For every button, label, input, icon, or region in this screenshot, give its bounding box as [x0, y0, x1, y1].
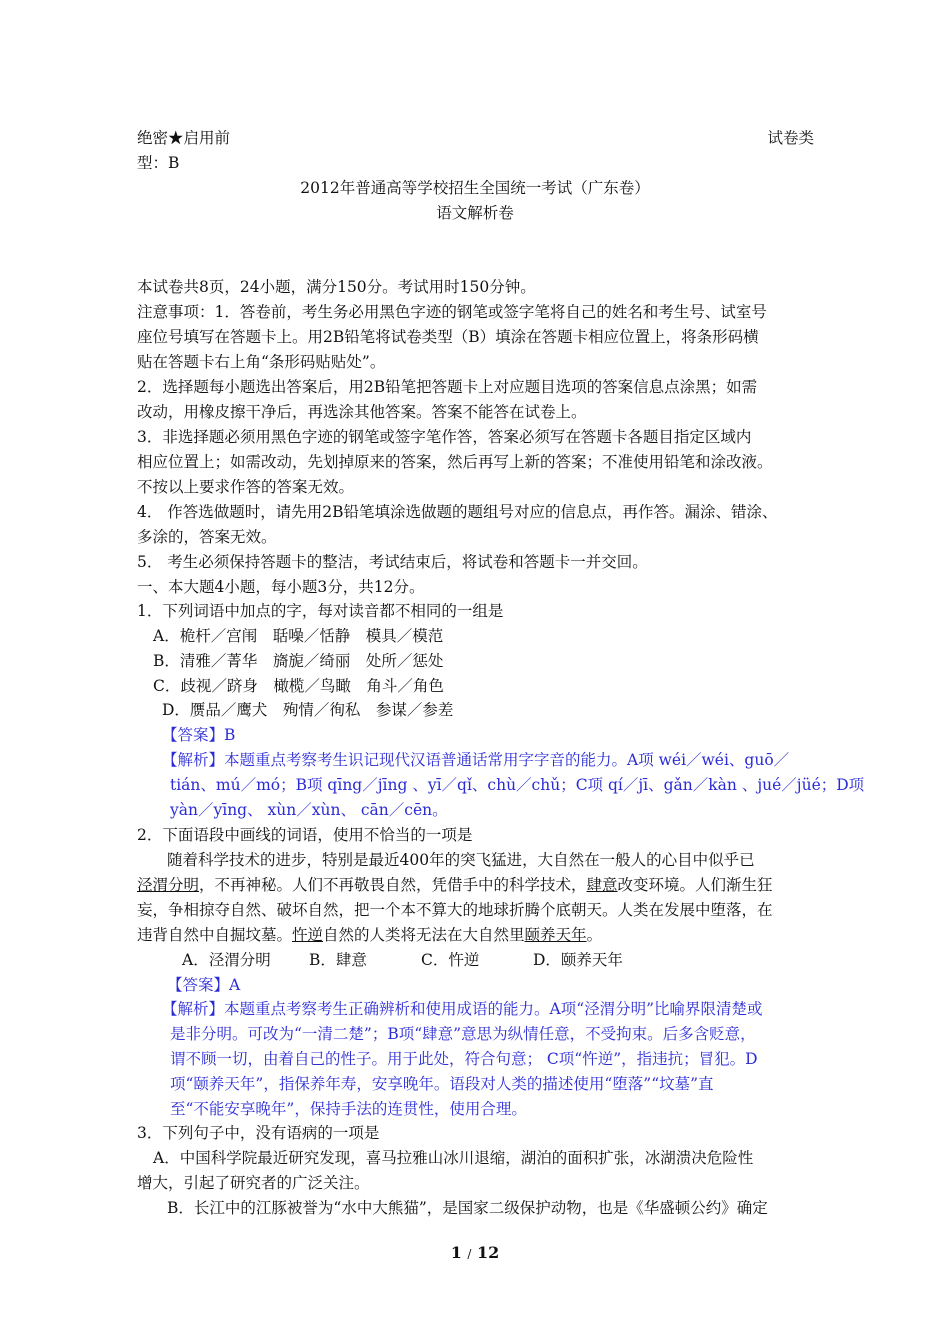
q2-option-d: D．颐养天年: [533, 951, 623, 969]
q2-passage: 妄，争相掠夺自然、破坏自然，把一个本不算大的地球折腾个底朝天。人类在发展中堕落，在: [137, 901, 773, 919]
intro-line: 不按以上要求作答的答案无效。: [137, 478, 355, 496]
exam-subtitle: 语文解析卷: [436, 204, 514, 222]
confidential-label: 绝密★启用前: [137, 129, 231, 147]
q2-option-a: A．泾渭分明: [182, 951, 271, 969]
q2-analysis: 谓不顾一切，由着自己的性子。用于此处，符合句意； C项“忤逆”，指违抗；冒犯。D: [170, 1050, 758, 1068]
q1-analysis: yàn／yīng、 xùn／xùn、 cān／cēn。: [170, 801, 448, 819]
q2-option-b: B．肆意: [309, 951, 367, 969]
underlined-term: 忤逆: [292, 926, 324, 944]
q1-option-b: B．清雅／菁华 旖旎／绮丽 处所／惩处: [153, 652, 444, 670]
intro-line: 5． 考生必须保持答题卡的整洁，考试结束后，将试卷和答题卡一并交回。: [137, 553, 648, 571]
intro-line: 3．非选择题必须用黑色字迹的钢笔或签字笔作答，答案必须写在答题卡各题目指定区域内: [137, 428, 752, 446]
q2-analysis: 是非分明。可改为“一清二楚”；B项“肆意”意思为纵情任意，不受拘束。后多含贬意，: [170, 1025, 756, 1043]
q2-passage: [137, 925, 602, 945]
q1-option-d: D．赝品／鹰犬 殉情／徇私 参谋／参差: [162, 701, 454, 719]
underlined-term: 泾渭分明: [137, 876, 200, 894]
q2-passage: 随着科学技术的进步，特别是最近400年的突飞猛进，大自然在一般人的心目中似乎已: [167, 851, 755, 869]
q3-option-a: A．中国科学院最近研究发现，喜马拉雅山冰川退缩，湖泊的面积扩张，冰湖溃决危险性: [153, 1149, 754, 1167]
section-heading: 一、本大题4小题，每小题3分，共12分。: [137, 578, 425, 596]
q2-analysis: 项“颐养天年”，指保养年寿，安享晚年。语段对人类的描述使用“堕落”“坟墓”直: [170, 1075, 714, 1093]
page-number: [0, 1243, 950, 1262]
underlined-term: 肆意: [586, 876, 618, 894]
q3-option-a-cont: 增大，引起了研究者的广泛关注。: [137, 1174, 370, 1192]
current-page: 1: [450, 1243, 462, 1262]
page-separator: /: [467, 1247, 472, 1261]
q2-option-c: C．忤逆: [421, 951, 480, 969]
q1-option-c: C．歧视／跻身 橄榄／鸟瞰 角斗／角色: [153, 677, 444, 695]
passage-text: 改变环境。人们渐生狂: [617, 876, 773, 894]
question-1-stem: 1．下列词语中加点的字，每对读音都不相同的一组是: [137, 602, 504, 620]
total-pages: 12: [477, 1243, 500, 1262]
intro-line: 贴在答题卡右上角“条形码贴贴处”。: [137, 353, 386, 371]
exam-title: 2012年普通高等学校招生全国统一考试（广东卷）: [300, 179, 650, 197]
intro-line: 座位号填写在答题卡上。用2B铅笔将试卷类型（B）填涂在答题卡相应位置上，将条形码横: [137, 328, 759, 346]
passage-text: 。: [586, 926, 603, 944]
q1-answer: 【答案】B: [162, 726, 236, 744]
paper-type-label: 试卷类: [767, 129, 814, 147]
intro-line: 注意事项：1．答卷前，考生务必用黑色字迹的钢笔或签字笔将自己的姓名和考生号、试室号: [137, 303, 767, 321]
passage-text: 自然的人类将无法在大自然里: [323, 926, 525, 944]
q2-analysis: 【解析】本题重点考察考生正确辨析和使用成语的能力。A项“泾渭分明”比喻界限清楚或: [162, 1000, 763, 1018]
intro-line: 相应位置上；如需改动，先划掉原来的答案，然后再写上新的答案；不准使用铅笔和涂改液。: [137, 453, 773, 471]
intro-line: 4． 作答选做题时，请先用2B铅笔填涂选做题的题组号对应的信息点，再作答。漏涂、错涂、: [137, 503, 778, 521]
underlined-term: 颐养天年: [524, 926, 587, 944]
q1-analysis: 【解析】本题重点考察考生识记现代汉语普通话常用字字音的能力。A项 wéi／wéi、guō／: [162, 751, 790, 769]
q3-option-b: B．长江中的江豚被誉为“水中大熊猫”，是国家二级保护动物，也是《华盛顿公约》确定: [167, 1199, 768, 1217]
passage-text: ，不再神秘。人们不再敬畏自然，凭借手中的科学技术，: [199, 876, 587, 894]
passage-text: 违背自然中自掘坟墓。: [137, 926, 293, 944]
q1-analysis: tián、mú／mó；B项 qīng／jīng 、yī／qǐ、chù／chǔ；C项 qí／jī、gǎn／kàn 、jué／jüé；D项: [170, 776, 865, 794]
intro-line: 改动，用橡皮擦干净后，再选涂其他答案。答案不能答在试卷上。: [137, 403, 587, 421]
q2-answer: 【答案】A: [167, 976, 241, 994]
intro-line: 本试卷共8页，24小题，满分150分。考试用时150分钟。: [137, 278, 536, 296]
q2-analysis: 至“不能安享晚年”，保持手法的连贯性，使用合理。: [170, 1100, 527, 1118]
intro-line: 2．选择题每小题选出答案后，用2B铅笔把答题卡上对应题目选项的答案信息点涂黑；如需: [137, 378, 758, 396]
question-3-stem: 3．下列句子中，没有语病的一项是: [137, 1124, 380, 1142]
q2-passage: [137, 875, 773, 895]
paper-type-cont: 型：B: [137, 154, 180, 172]
question-2-stem: 2．下面语段中画线的词语，使用不恰当的一项是: [137, 826, 473, 844]
intro-line: 多涂的，答案无效。: [137, 528, 277, 546]
q2-options: [182, 950, 623, 970]
q1-option-a: A．桅杆／宫闱 聒噪／恬静 模具／模范: [153, 627, 444, 645]
